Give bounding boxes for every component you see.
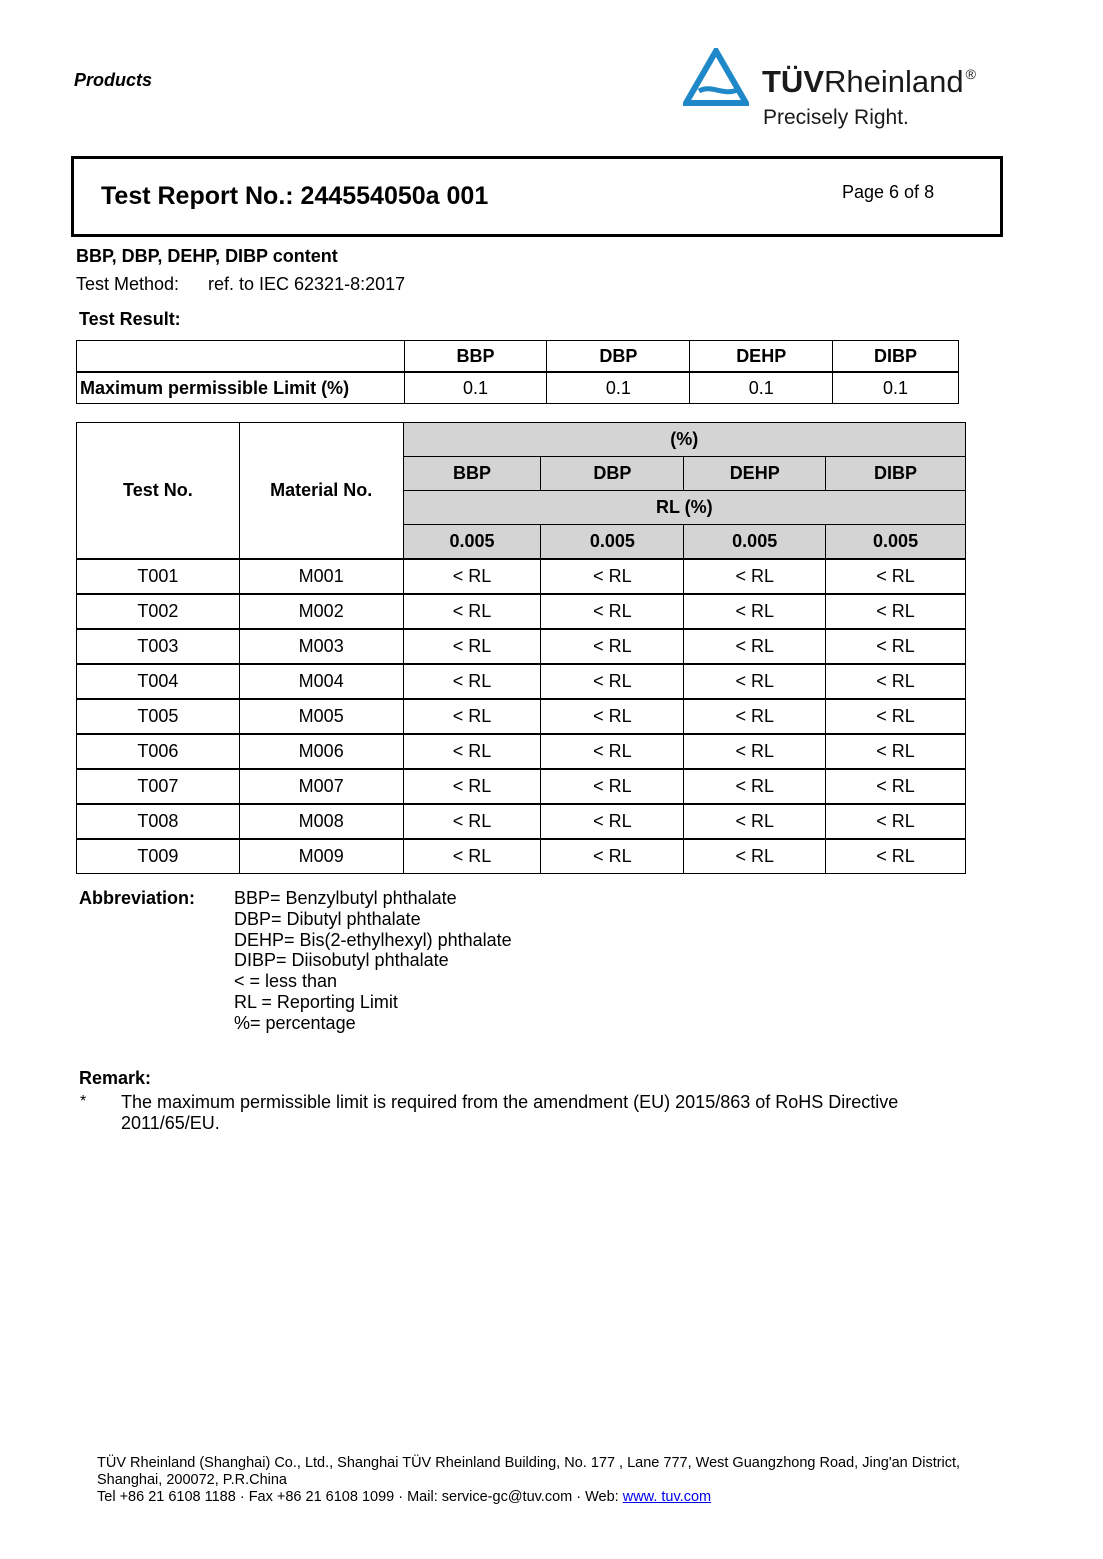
substance-header: DBP bbox=[541, 457, 684, 491]
material-no-cell: M005 bbox=[239, 699, 403, 734]
tuv-triangle-logo-icon bbox=[683, 48, 749, 106]
limit-col-header: DIBP bbox=[833, 341, 959, 373]
logo-brand: TÜVRheinland ® bbox=[762, 64, 976, 99]
test-no-cell: T009 bbox=[77, 839, 240, 874]
section-label: Products bbox=[74, 70, 153, 90]
test-no-cell: T006 bbox=[77, 734, 240, 769]
remark-label: Remark: bbox=[79, 1068, 152, 1088]
table-row bbox=[77, 559, 966, 594]
result-cell: < RL bbox=[403, 594, 541, 629]
table-row bbox=[77, 699, 966, 734]
result-cell: < RL bbox=[826, 559, 966, 594]
table-row bbox=[77, 769, 966, 804]
material-no-cell: M006 bbox=[239, 734, 403, 769]
material-no-cell: M008 bbox=[239, 804, 403, 839]
limit-table bbox=[76, 340, 959, 404]
footer bbox=[97, 1455, 960, 1506]
empty-cell bbox=[77, 341, 405, 373]
limit-value: 0.1 bbox=[833, 372, 959, 404]
test-no-cell: T001 bbox=[77, 559, 240, 594]
col-header-test-no: Test No. bbox=[77, 423, 240, 560]
result-cell: < RL bbox=[684, 594, 826, 629]
result-cell: < RL bbox=[541, 699, 684, 734]
limit-col-header: DBP bbox=[547, 341, 690, 373]
abbreviation-item: DEHP= Bis(2-ethylhexyl) phthalate bbox=[234, 929, 512, 950]
result-cell: < RL bbox=[541, 594, 684, 629]
abbreviation-list bbox=[234, 888, 512, 1034]
result-cell: < RL bbox=[684, 839, 826, 874]
result-cell: < RL bbox=[403, 699, 541, 734]
table-row bbox=[77, 629, 966, 664]
material-no-cell: M002 bbox=[239, 594, 403, 629]
result-cell: < RL bbox=[541, 839, 684, 874]
rl-value: 0.005 bbox=[403, 525, 541, 560]
limit-value: 0.1 bbox=[690, 372, 833, 404]
material-no-cell: M007 bbox=[239, 769, 403, 804]
result-cell: < RL bbox=[541, 804, 684, 839]
result-cell: < RL bbox=[541, 629, 684, 664]
remark-text: The maximum permissible limit is required from the amendment (EU) 2015/863 of RoHS Directive 2011/65/EU. bbox=[121, 1092, 899, 1133]
rl-value: 0.005 bbox=[826, 525, 966, 560]
substance-header: BBP bbox=[403, 457, 541, 491]
substance-header: DIBP bbox=[826, 457, 966, 491]
result-cell: < RL bbox=[826, 839, 966, 874]
result-cell: < RL bbox=[826, 769, 966, 804]
test-method-label: Test Method: bbox=[76, 274, 180, 294]
abbreviation-item: BBP= Benzylbutyl phthalate bbox=[234, 888, 457, 908]
result-cell: < RL bbox=[826, 804, 966, 839]
result-cell: < RL bbox=[541, 559, 684, 594]
result-cell: < RL bbox=[403, 629, 541, 664]
web-link[interactable]: www. tuv.com bbox=[622, 1489, 712, 1505]
footer-address-line2: Shanghai, 200072, P.R.China bbox=[97, 1472, 287, 1488]
result-cell: < RL bbox=[541, 769, 684, 804]
test-no-cell: T003 bbox=[77, 629, 240, 664]
footer-address-line1: TÜV Rheinland (Shanghai) Co., Ltd., Shanghai TÜV Rheinland Building, No. 177 , Lane 777, West Guangzhong Road, Jing'an District, bbox=[97, 1455, 961, 1471]
abbreviation-item: %= percentage bbox=[234, 1012, 356, 1033]
abbreviation-item: DBP= Dibutyl phthalate bbox=[234, 908, 421, 929]
result-cell: < RL bbox=[403, 664, 541, 699]
result-cell: < RL bbox=[684, 804, 826, 839]
limit-col-header: DEHP bbox=[690, 341, 833, 373]
table-row bbox=[77, 594, 966, 629]
result-cell: < RL bbox=[684, 769, 826, 804]
remark-bullet: * bbox=[80, 1093, 87, 1110]
material-no-cell: M009 bbox=[239, 839, 403, 874]
limit-value-row bbox=[77, 372, 959, 404]
abbreviation-item: < = less than bbox=[234, 971, 338, 992]
material-no-cell: M004 bbox=[239, 664, 403, 699]
result-cell: < RL bbox=[684, 664, 826, 699]
result-cell: < RL bbox=[541, 734, 684, 769]
result-cell: < RL bbox=[826, 664, 966, 699]
abbreviation-item: DIBP= Diisobutyl phthalate bbox=[234, 950, 449, 971]
limit-header-row bbox=[77, 341, 959, 373]
result-cell: < RL bbox=[684, 734, 826, 769]
result-cell: < RL bbox=[403, 769, 541, 804]
result-cell: < RL bbox=[403, 839, 541, 874]
rl-value: 0.005 bbox=[541, 525, 684, 560]
col-header-material-no: Material No. bbox=[239, 423, 403, 560]
result-cell: < RL bbox=[684, 559, 826, 594]
limit-col-header: BBP bbox=[404, 341, 547, 373]
limit-row-label: Maximum permissible Limit (%) bbox=[77, 372, 405, 404]
report-title: Test Report No.: 244554050a 001 bbox=[101, 182, 489, 210]
limit-value: 0.1 bbox=[404, 372, 547, 404]
limit-value: 0.1 bbox=[547, 372, 690, 404]
rl-header: RL (%) bbox=[403, 491, 965, 525]
rl-value: 0.005 bbox=[684, 525, 826, 560]
abbreviation-label: Abbreviation: bbox=[79, 888, 196, 908]
result-cell: < RL bbox=[826, 594, 966, 629]
result-cell: < RL bbox=[826, 699, 966, 734]
result-cell: < RL bbox=[403, 559, 541, 594]
test-no-cell: T004 bbox=[77, 664, 240, 699]
footer-contact-line bbox=[97, 1489, 960, 1506]
table-row bbox=[77, 804, 966, 839]
table-row bbox=[77, 734, 966, 769]
result-cell: < RL bbox=[403, 804, 541, 839]
table-row bbox=[77, 839, 966, 874]
result-cell: < RL bbox=[684, 699, 826, 734]
logo-tagline: Precisely Right. bbox=[763, 106, 909, 129]
results-table bbox=[76, 422, 966, 874]
material-no-cell: M001 bbox=[239, 559, 403, 594]
test-no-cell: T005 bbox=[77, 699, 240, 734]
result-cell: < RL bbox=[541, 664, 684, 699]
test-no-cell: T008 bbox=[77, 804, 240, 839]
table-row bbox=[77, 664, 966, 699]
material-no-cell: M003 bbox=[239, 629, 403, 664]
unit-header: (%) bbox=[403, 423, 965, 457]
footer-contact-text: Tel +86 21 6108 1188 · Fax +86 21 6108 1099 · Mail: service-gc@tuv.com · Web: bbox=[97, 1489, 623, 1505]
test-no-cell: T002 bbox=[77, 594, 240, 629]
result-cell: < RL bbox=[403, 734, 541, 769]
result-cell: < RL bbox=[684, 629, 826, 664]
abbreviation-item: RL = Reporting Limit bbox=[234, 991, 398, 1012]
substance-header: DEHP bbox=[684, 457, 826, 491]
result-cell: < RL bbox=[826, 629, 966, 664]
test-no-cell: T007 bbox=[77, 769, 240, 804]
result-cell: < RL bbox=[826, 734, 966, 769]
page-number: Page 6 of 8 bbox=[842, 182, 935, 202]
test-method-value: ref. to IEC 62321-8:2017 bbox=[208, 274, 406, 294]
test-result-label: Test Result: bbox=[79, 309, 181, 329]
section-title: BBP, DBP, DEHP, DIBP content bbox=[76, 246, 338, 266]
